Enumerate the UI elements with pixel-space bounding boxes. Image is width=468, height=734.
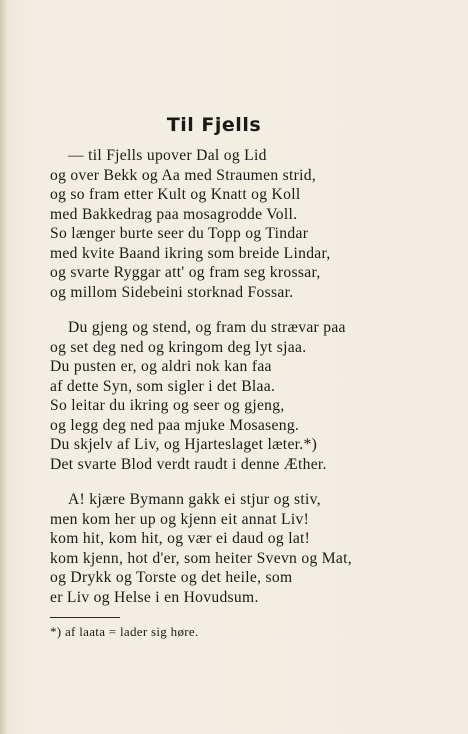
poem-line: og svarte Ryggar att' og fram seg krossar, bbox=[50, 264, 321, 281]
poem-line: og legg deg ned paa mjuke Mosaseng. bbox=[50, 416, 300, 434]
page-spine-shadow bbox=[0, 0, 6, 734]
poem-line: og so fram etter Kult og Knatt og Koll bbox=[50, 186, 301, 203]
poem-line: Du pusten er, og aldri nok kan faa bbox=[50, 358, 272, 375]
poem-line: og over Bekk og Aa med Straumen strid, bbox=[50, 166, 317, 184]
poem-line: So leitar du ikring og seer og gjeng, bbox=[50, 397, 285, 414]
stanza-1 bbox=[50, 146, 400, 302]
poem-line: af dette Syn, som sigler i det Blaa. bbox=[50, 377, 276, 395]
poem-line: kom hit, kom hit, og vær ei daud og lat! bbox=[50, 530, 311, 547]
poem-line: og Drykk og Torste og det heile, som bbox=[50, 569, 293, 586]
poem-line: So længer burte seer du Topp og Tindar bbox=[50, 225, 309, 242]
poem-line: og millom Sidebeini storknad Fossar. bbox=[50, 283, 294, 301]
poem-line: med kvite Baand ikring som breide Lindar, bbox=[50, 244, 331, 262]
poem-line: med Bakkedrag paa mosagrodde Voll. bbox=[50, 205, 298, 223]
poem-line: er Liv og Helse i en Hovudsum. bbox=[50, 588, 259, 606]
poem-line: — til Fjells upover Dal og Lid bbox=[68, 147, 267, 164]
poem-line: A! kjære Bymann gakk ei stjur og stiv, bbox=[68, 491, 321, 508]
footnote-rule bbox=[50, 617, 120, 618]
poem-line: Du gjeng og stend, og fram du strævar paa bbox=[68, 319, 346, 336]
stanza-3 bbox=[50, 490, 400, 607]
poem-line: og set deg ned og kringom deg lyt sjaa. bbox=[50, 338, 307, 356]
poem-line: Det svarte Blod verdt raudt i denne Æther. bbox=[50, 455, 327, 473]
poem-line: Du skjelv af Liv, og Hjarteslaget læter.*) bbox=[50, 436, 318, 453]
stanza-2 bbox=[50, 318, 400, 474]
poem-title: Til Fjells bbox=[166, 114, 262, 136]
poem-line: men kom her up og kjenn eit annat Liv! bbox=[50, 510, 310, 528]
poem-line: kom kjenn, hot d'er, som heiter Svevn og Mat, bbox=[50, 549, 352, 567]
footnote: *) af laata = lader sig høre. bbox=[50, 624, 199, 639]
